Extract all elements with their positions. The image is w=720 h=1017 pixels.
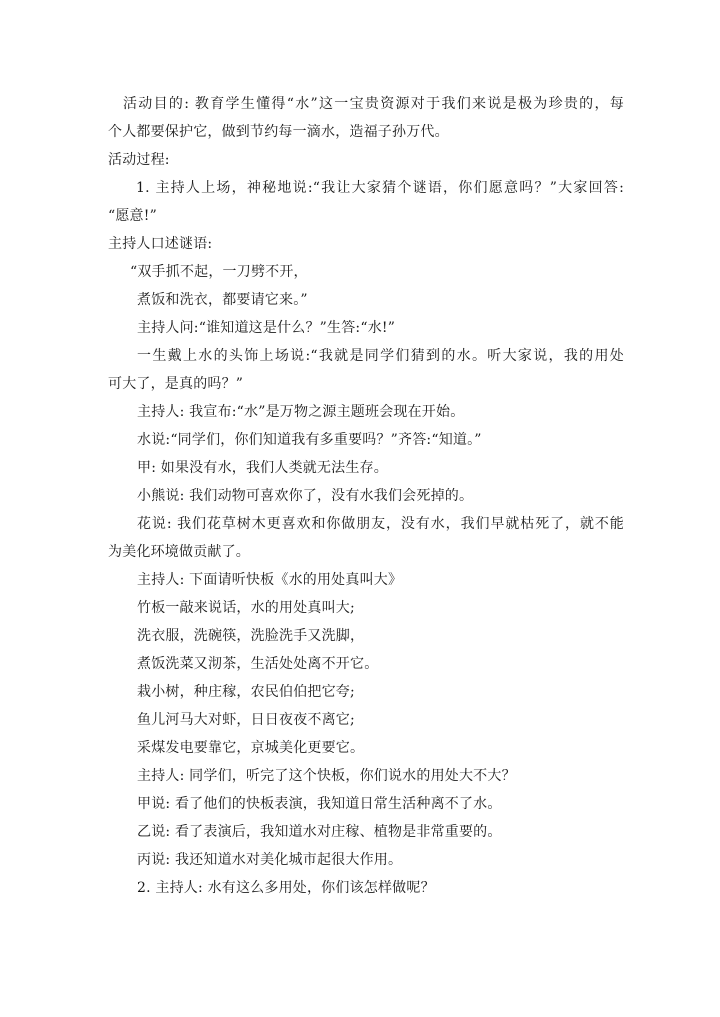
paragraph-line: 甲说: 看了他们的快板表演，我知道日常生活种离不了水。 [137,796,502,812]
paragraph-line: 主持人: 我宣布:“水”是万物之源主题班会现在开始。 [137,404,465,420]
verse-line: 栽小树，种庄稼，农民伯伯把它夸; [137,684,355,700]
paragraph-line: 丙说: 我还知道水对美化城市起很大作用。 [137,852,403,868]
paragraph-line: 花说: 我们花草树木更喜欢和你做朋友，没有水，我们早就枯死了，就不能 [137,516,624,532]
paragraph-line: 主持人问:“谁知道这是什么？”生答:“水!” [137,320,396,336]
verse-line: 洗衣服，洗碗筷，洗脸洗手又洗脚， [137,628,365,644]
paragraph-line: 小熊说: 我们动物可喜欢你了，没有水我们会死掉的。 [137,488,474,504]
paragraph-line: 甲: 如果没有水，我们人类就无法生存。 [137,460,388,476]
riddle-line: 煮饭和洗衣，都要请它来。” [137,292,308,308]
riddle-line: “双手抓不起，一刀劈不开， [130,264,308,280]
verse-line: 采煤发电要靠它，京城美化更要它。 [137,740,365,756]
paragraph-line: 活动目的: 教育学生懂得“水”这一宝贵资源对于我们来说是极为珍贵的，每 [123,96,624,112]
verse-line: 竹板一敲来说话，水的用处真叫大; [137,600,355,616]
paragraph-line: 可大了，是真的吗？” [108,376,244,392]
paragraph-line: 主持人: 同学们，听完了这个快板，你们说水的用处大不大？ [137,768,516,784]
paragraph-line: 2. 主持人: 水有这么多用处，你们该怎样做呢？ [137,880,435,896]
paragraph-line: 为美化环境做贡献了。 [108,544,250,560]
verse-line: 鱼儿河马大对虾，日日夜夜不离它; [137,712,355,728]
paragraph-line: 乙说: 看了表演后，我知道水对庄稼、植物是非常重要的。 [137,824,502,840]
section-heading: 活动过程: [108,152,170,168]
verse-line: 煮饭洗菜又沏茶，生活处处离不开它。 [137,656,379,672]
paragraph-line: 主持人口述谜语: [108,236,213,252]
paragraph-line: 水说:“同学们，你们知道我有多重要吗？”齐答:“知道。” [137,432,482,448]
paragraph-line: 主持人: 下面请听快板《水的用处真叫大》 [137,572,403,588]
paragraph-line: 一生戴上水的头饰上场说:“我就是同学们猜到的水。听大家说，我的用处 [137,348,624,364]
paragraph-line: 个人都要保护它，做到节约每一滴水，造福子孙万代。 [108,124,449,140]
paragraph-line: 1. 主持人上场，神秘地说:“我让大家猜个谜语，你们愿意吗？”大家回答: [136,180,624,196]
paragraph-line: “愿意!” [108,208,157,224]
